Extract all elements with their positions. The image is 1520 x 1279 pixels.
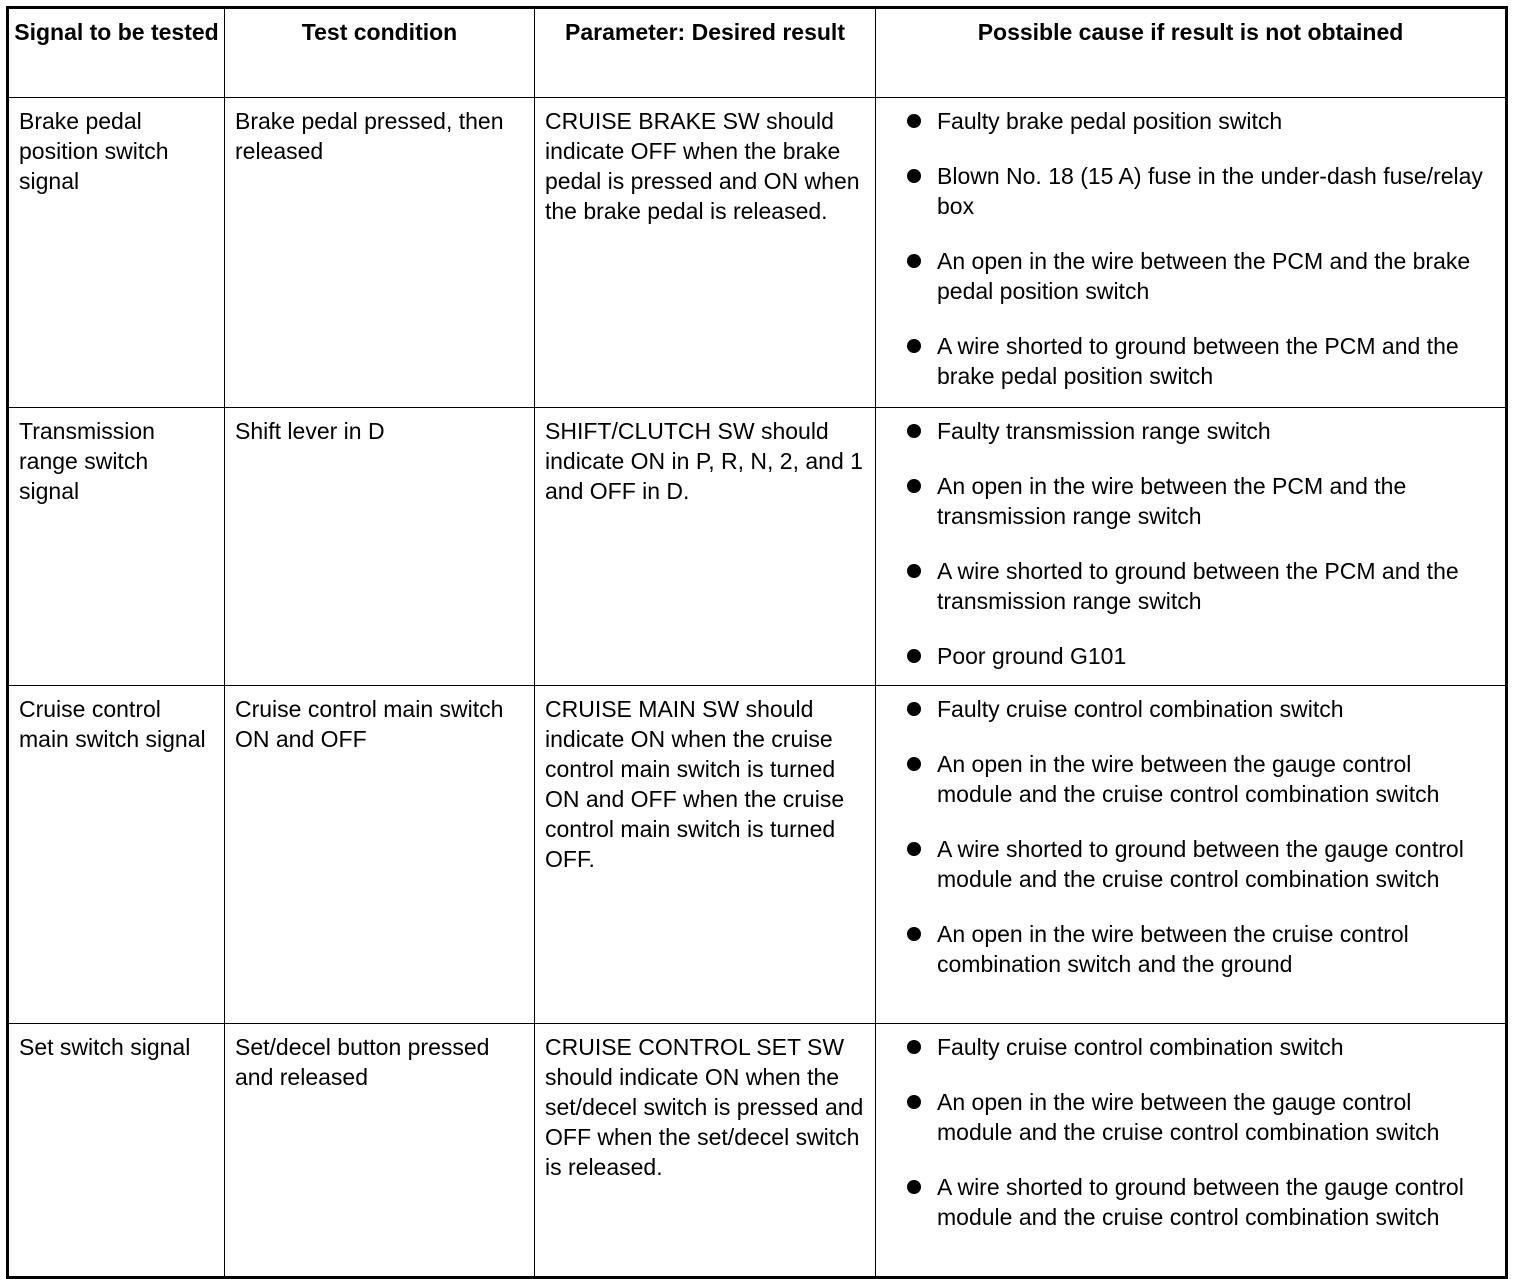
cause-text: An open in the wire between the PCM and the brake pedal position switch: [937, 248, 1471, 304]
cause-item: [886, 556, 1495, 616]
bullet-icon: [907, 702, 921, 716]
bullet-icon: [907, 339, 921, 353]
bullet-icon: [907, 479, 921, 493]
header-condition: Test condition: [225, 8, 535, 98]
bullet-icon: [907, 424, 921, 438]
table-row: [8, 408, 1507, 686]
cause-item: [886, 331, 1495, 391]
cause-text: Blown No. 18 (15 A) fuse in the under-dash fuse/relay box: [937, 163, 1483, 219]
cause-text: An open in the wire between the PCM and the transmission range switch: [937, 473, 1407, 529]
bullet-icon: [907, 1095, 921, 1109]
cause-item: [886, 471, 1495, 531]
table-row: [8, 1024, 1507, 1278]
cause-item: [886, 749, 1495, 809]
condition-cell: Cruise control main switch ON and OFF: [225, 686, 535, 1024]
bullet-icon: [907, 1040, 921, 1054]
parameter-cell: SHIFT/CLUTCH SW should indicate ON in P, R, N, 2, and 1 and OFF in D.: [535, 408, 876, 686]
condition-cell: Set/decel button pressed and released: [225, 1024, 535, 1278]
cause-item: [886, 106, 1495, 136]
cause-item: [886, 694, 1495, 724]
bullet-icon: [907, 649, 921, 663]
condition-cell: Shift lever in D: [225, 408, 535, 686]
table-row: [8, 98, 1507, 408]
cause-item: [886, 1032, 1495, 1062]
cause-item: [886, 834, 1495, 894]
cause-text: Poor ground G101: [937, 643, 1127, 669]
header-row: [8, 8, 1507, 98]
cause-text: Faulty cruise control combination switch: [937, 696, 1344, 722]
header-cause: Possible cause if result is not obtained: [876, 8, 1507, 98]
table-row: [8, 686, 1507, 1024]
header-parameter: Parameter: Desired result: [535, 8, 876, 98]
cause-item: [886, 161, 1495, 221]
bullet-icon: [907, 842, 921, 856]
bullet-icon: [907, 927, 921, 941]
bullet-icon: [907, 254, 921, 268]
table-body: [8, 98, 1507, 1278]
cause-text: Faulty cruise control combination switch: [937, 1034, 1344, 1060]
cause-item: [886, 416, 1495, 446]
signal-cell: Cruise control main switch signal: [8, 686, 225, 1024]
cause-item: [886, 641, 1495, 671]
cause-text: A wire shorted to ground between the PCM and the brake pedal position switch: [937, 333, 1459, 389]
parameter-cell: CRUISE CONTROL SET SW should indicate ON when the set/decel switch is pressed and OFF when the set/decel switch is released.: [535, 1024, 876, 1278]
cause-item: [886, 919, 1495, 979]
cause-text: A wire shorted to ground between the gauge control module and the cruise control combination switch: [937, 836, 1464, 892]
bullet-icon: [907, 757, 921, 771]
signal-cell: Set switch signal: [8, 1024, 225, 1278]
cause-item: [886, 246, 1495, 306]
cause-text: Faulty brake pedal position switch: [937, 108, 1283, 134]
parameter-cell: CRUISE BRAKE SW should indicate OFF when the brake pedal is pressed and ON when the brake pedal is released.: [535, 98, 876, 408]
bullet-icon: [907, 169, 921, 183]
cause-item: [886, 1172, 1495, 1232]
parameter-cell: CRUISE MAIN SW should indicate ON when the cruise control main switch is turned ON and OFF when the cruise control main switch is turned OFF.: [535, 686, 876, 1024]
cause-item: [886, 1087, 1495, 1147]
cause-cell: [876, 98, 1507, 408]
cause-cell: [876, 1024, 1507, 1278]
header-signal: Signal to be tested: [8, 8, 225, 98]
diagnostic-table: [6, 6, 1508, 1279]
cause-text: An open in the wire between the gauge control module and the cruise control combination switch: [937, 1089, 1440, 1145]
cause-cell: [876, 686, 1507, 1024]
bullet-icon: [907, 564, 921, 578]
signal-cell: Brake pedal position switch signal: [8, 98, 225, 408]
cause-text: An open in the wire between the cruise control combination switch and the ground: [937, 921, 1409, 977]
cause-text: An open in the wire between the gauge control module and the cruise control combination switch: [937, 751, 1440, 807]
signal-cell: Transmission range switch signal: [8, 408, 225, 686]
cause-text: Faulty transmission range switch: [937, 418, 1271, 444]
cause-cell: [876, 408, 1507, 686]
cause-text: A wire shorted to ground between the PCM and the transmission range switch: [937, 558, 1459, 614]
bullet-icon: [907, 1180, 921, 1194]
bullet-icon: [907, 114, 921, 128]
cause-text: A wire shorted to ground between the gauge control module and the cruise control combination switch: [937, 1174, 1464, 1230]
condition-cell: Brake pedal pressed, then released: [225, 98, 535, 408]
